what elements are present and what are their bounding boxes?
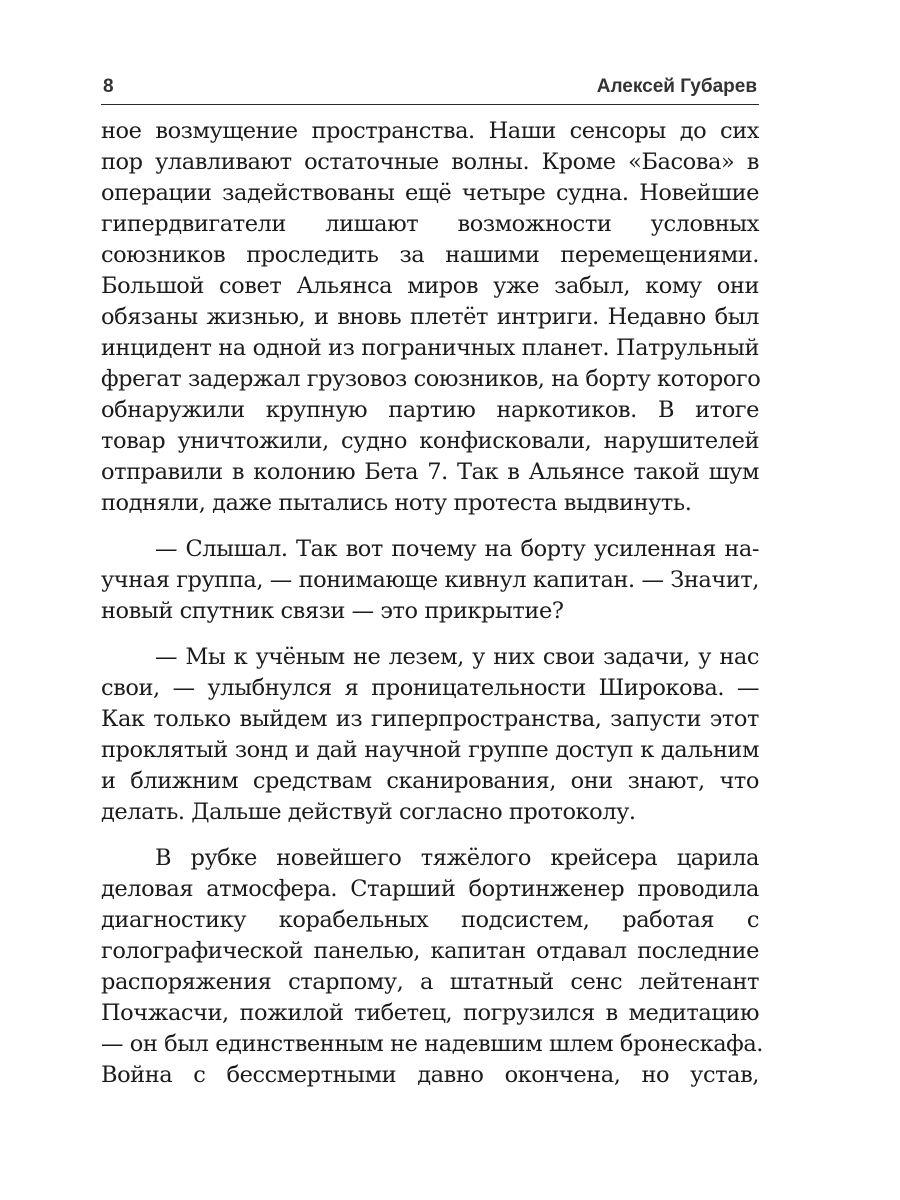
- text-line: делать. Дальше действуй согласно протоколу.: [101, 799, 636, 825]
- paragraph: [101, 642, 759, 828]
- text-line: пор улавливают остаточные волны. Кроме «Басова» в: [101, 149, 759, 175]
- text-line: Как только выйдем из гиперпространства, запусти этот: [101, 706, 759, 732]
- text-line: товар уничтожили, судно конфисковали, нарушителей: [101, 428, 759, 454]
- text-line: фрегат задержал грузовоз союзников, на борту которого: [101, 366, 761, 392]
- text-line: союзников проследить за нашими перемещениями.: [101, 242, 759, 268]
- text-line: свои, — улыбнулся я проницательности Широкова. —: [101, 675, 759, 701]
- text-line: проклятый зонд и дай научной группе доступ к дальним: [101, 737, 759, 763]
- text-line: учная группа, — понимающе кивнул капитан. — Значит,: [101, 567, 759, 593]
- text-line: обнаружили крупную партию наркотиков. В итоге: [101, 397, 759, 423]
- text-line: распоряжения старпому, а штатный сенс лейтенант: [101, 969, 759, 995]
- text-line: — Слышал. Так вот почему на борту усиленная на-: [155, 536, 759, 562]
- text-line: отправили в колонию Бета 7. Так в Альянсе такой шум: [101, 459, 759, 485]
- body-text: [101, 116, 764, 1106]
- text-line: деловая атмосфера. Старший бортинженер проводила: [101, 876, 759, 902]
- text-line: диагностику корабельных подсистем, работая с: [101, 907, 759, 933]
- text-line: Почжасчи, пожилой тибетец, погрузился в медитацию: [101, 1000, 759, 1026]
- text-line: подняли, даже пытались ноту протеста выдвинуть.: [101, 490, 692, 516]
- text-line: Война с бессмертными давно окончена, но устав,: [101, 1062, 759, 1088]
- text-line: гипердвигатели лишают возможности условных: [101, 211, 759, 237]
- text-line: Большой совет Альянса миров уже забыл, кому они: [101, 273, 759, 299]
- paragraph: [101, 116, 759, 519]
- text-line: операции задействованы ещё четыре судна. Новейшие: [101, 180, 759, 206]
- text-line: голографической панелью, капитан отдавал последние: [101, 938, 759, 964]
- text-line: ное возмущение пространства. Наши сенсоры до сих: [101, 118, 759, 144]
- text-line: обязаны жизнью, и вновь плетёт интриги. Недавно был: [101, 304, 759, 330]
- page-header: [101, 74, 759, 105]
- text-line: — он был единственным не надевшим шлем бронескафа.: [101, 1031, 764, 1057]
- running-title: Алексей Губарев: [596, 76, 757, 97]
- text-line: и ближним средствам сканирования, они знают, что: [101, 768, 759, 794]
- page-number: 8: [103, 76, 114, 97]
- text-line: новый спутник связи — это прикрытие?: [101, 598, 564, 624]
- text-line: инцидент на одной из пограничных планет. Патрульный: [101, 335, 759, 361]
- text-line: — Мы к учёным не лезем, у них свои задачи, у нас: [155, 644, 759, 670]
- text-line: В рубке новейшего тяжёлого крейсера царила: [155, 845, 759, 871]
- paragraph: [101, 534, 759, 627]
- paragraph: [101, 843, 764, 1091]
